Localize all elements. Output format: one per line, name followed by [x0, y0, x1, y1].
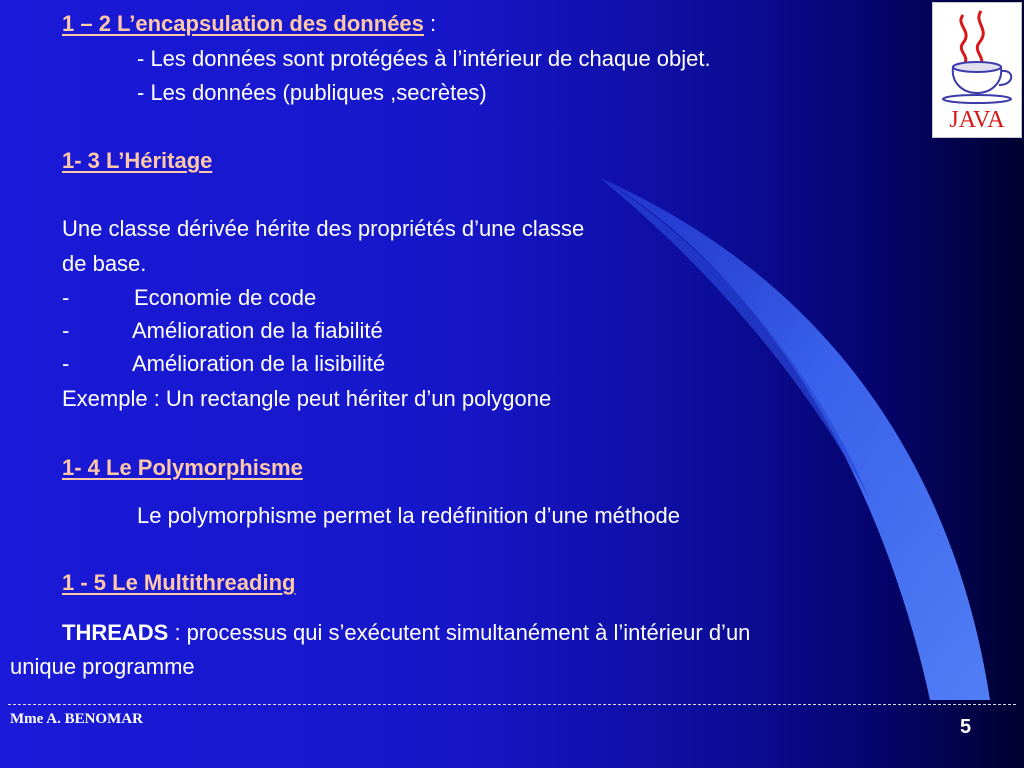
inheritance-example: Exemple : Un rectangle peut hériter d’un polygone	[62, 386, 552, 411]
bullet-text: Economie de code	[134, 285, 317, 310]
footer-divider	[8, 704, 1016, 705]
inheritance-intro-line-2: de base.	[62, 251, 147, 276]
multithreading-continuation: unique programme	[10, 654, 195, 679]
bullet-text: Amélioration de la fiabilité	[132, 318, 383, 343]
inheritance-heading: 1- 3 L’Héritage	[62, 148, 213, 173]
page-number: 5	[960, 716, 972, 738]
bullet-dash: -	[62, 351, 70, 376]
encapsulation-heading-line	[62, 11, 436, 37]
inheritance-bullet-3	[62, 351, 386, 377]
bullet-dash: -	[62, 318, 70, 343]
threads-definition: : processus qui s’exécutent simultanément à l’intérieur d’un	[168, 620, 751, 645]
inheritance-intro-line-1: Une classe dérivée hérite des propriétés d’une classe	[62, 216, 585, 241]
bullet-dash: -	[62, 285, 70, 310]
author-name: Mme A. BENOMAR	[10, 711, 143, 727]
encapsulation-line-2: - Les données (publiques ,secrètes)	[137, 80, 487, 105]
polymorphism-text: Le polymorphisme permet la redéfinition d’une méthode	[137, 503, 680, 528]
encapsulation-heading: 1 – 2 L’encapsulation des données	[62, 11, 424, 36]
encapsulation-heading-colon: :	[423, 11, 437, 36]
inheritance-bullet-2	[62, 318, 383, 344]
multithreading-heading: 1 - 5 Le Multithreading	[62, 570, 296, 595]
java-cup-icon	[933, 3, 1021, 137]
polymorphism-heading: 1- 4 Le Polymorphisme	[62, 455, 303, 480]
bullet-text: Amélioration de la lisibilité	[132, 351, 386, 376]
inheritance-bullet-1	[62, 285, 317, 311]
multithreading-definition-line	[62, 620, 750, 646]
java-logo	[932, 2, 1022, 138]
encapsulation-line-1: - Les données sont protégées à l’intérieur de chaque objet.	[137, 46, 711, 71]
java-logo-text: JAVA	[949, 107, 1005, 133]
threads-term: THREADS	[62, 620, 169, 645]
